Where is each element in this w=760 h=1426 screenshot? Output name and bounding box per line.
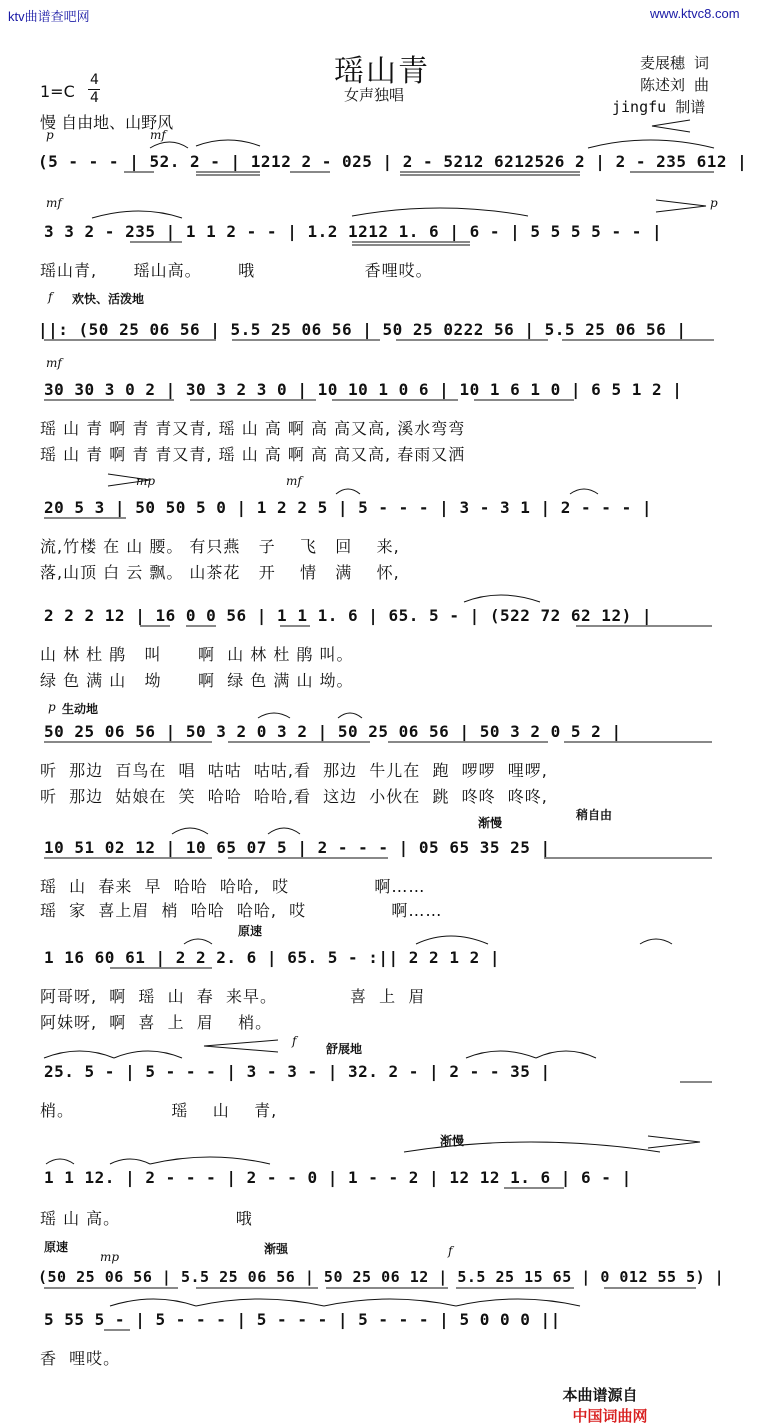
tempo-mark-row-11: 渐慢	[440, 1134, 465, 1148]
notation-row-9: 1 16 60 61 | 2 2 2. 6 | 65. 5 - :|| 2 2 1 2 |	[44, 948, 500, 967]
slur	[570, 489, 598, 494]
slur	[110, 1299, 196, 1306]
slur	[150, 1157, 270, 1164]
lyric-row-7b: 听 那边 姑娘在 笑 哈哈 哈哈,看 这边 小伙在 跳 咚咚 咚咚,	[40, 787, 548, 806]
song-subtitle: 女声独唱	[344, 86, 405, 104]
slur	[196, 1299, 324, 1306]
lyric-row-4b: 瑶 山 青 啊 青 青又青, 瑶 山 高 啊 高 高又高, 春雨又洒	[40, 445, 466, 464]
lyric-row-4a: 瑶 山 青 啊 青 青又青, 瑶 山 高 啊 高 高又高, 溪水弯弯	[40, 419, 466, 438]
slur	[92, 211, 182, 218]
tempo-mark-row-12a: 原速	[44, 1240, 69, 1254]
slur	[588, 140, 714, 148]
dynamic-mp-5: mp	[136, 474, 156, 488]
transcriber-credit: jingfu 制谱	[612, 98, 706, 116]
dynamic-mp-12: mp	[100, 1250, 120, 1264]
lyric-row-2: 瑶山青, 瑶山高。 哦 香哩哎。	[40, 261, 433, 280]
watermark-right[interactable]: www.ktvc8.com	[650, 6, 740, 21]
time-signature-bottom: 4	[90, 90, 99, 106]
slur	[172, 828, 208, 834]
tempo-mark-row-7: 生动地	[62, 702, 99, 716]
key-signature: 1=C	[40, 82, 75, 101]
dynamic-mf-5: mf	[286, 474, 302, 488]
footer-site-link[interactable]: 中国词曲网	[572, 1407, 648, 1425]
composer-credit: 陈述刘 曲	[640, 76, 710, 94]
tempo-mark-row-3: 欢快、活泼地	[72, 292, 145, 306]
lyric-row-10: 梢。 瑶 山 青,	[40, 1101, 278, 1120]
slur	[46, 1159, 74, 1164]
slur	[258, 713, 290, 718]
slur	[336, 489, 360, 494]
tempo-mark-row-8b: 稍自由	[576, 808, 613, 822]
dynamic-p-2: p	[710, 196, 718, 210]
lyric-row-11: 瑶 山 高。 哦	[40, 1209, 253, 1228]
slur	[150, 142, 188, 148]
slur	[268, 828, 300, 834]
watermark-left[interactable]: ktv曲谱查吧网	[8, 9, 90, 24]
dynamic-p-7: p	[48, 700, 56, 714]
lyric-row-9b: 阿妹呀, 啊 喜 上 眉 梢。	[40, 1013, 273, 1032]
notation-row-10: 25. 5 - | 5 - - - | 3 - 3 - | 32. 2 - | 2 - - 35 |	[44, 1062, 551, 1081]
hairpin	[648, 1136, 700, 1148]
lyric-row-6b: 绿 色 满 山 坳 啊 绿 色 满 山 坳。	[40, 671, 354, 690]
lyric-row-6a: 山 林 杜 鹃 叫 啊 山 林 杜 鹃 叫。	[40, 645, 354, 664]
lyricist-credit: 麦展穗 词	[640, 54, 710, 72]
dynamic-mf-4: mf	[46, 356, 62, 370]
dynamic-f-3: f	[48, 290, 53, 304]
lyric-row-9a: 阿哥呀, 啊 瑶 山 春 来早。 喜 上 眉	[40, 987, 426, 1006]
hairpin	[656, 200, 706, 212]
slur	[352, 208, 528, 216]
slur	[338, 713, 362, 718]
tempo-marking: 慢 自由地、山野风	[40, 113, 174, 132]
notation-row-5: 20 5 3 | 50 50 5 0 | 1 2 2 5 | 5 - - - | 3 - 3 1 | 2 - - - |	[44, 498, 652, 517]
slur	[456, 1299, 580, 1306]
slur	[196, 140, 260, 146]
slur	[44, 1051, 114, 1058]
song-title: 瑶山青	[334, 54, 430, 89]
lyric-row-5b: 落,山顶 白 云 飘。 山茶花 开 情 满 怀,	[40, 563, 400, 582]
notation-row-6: 2 2 2 12 | 16 0 0 56 | 1 1 1. 6 | 65. 5 - | (522 72 62 12) |	[44, 606, 652, 625]
notation-row-7: 50 25 06 56 | 50 3 2 0 3 2 | 50 25 06 56 | 50 3 2 0 5 2 |	[44, 722, 622, 741]
hairpin	[652, 120, 690, 132]
notation-row-2: 3 3 2 - 235 | 1 1 2 - - | 1.2 1212 1. 6 | 6 - | 5 5 5 5 - - |	[44, 222, 663, 241]
slur	[324, 1299, 456, 1306]
tempo-mark-row-8a: 渐慢	[478, 816, 503, 830]
tempo-mark-row-12b: 渐强	[264, 1242, 289, 1256]
notation-row-8: 10 51 02 12 | 10 65 07 5 | 2 - - - | 05 65 35 25 |	[44, 838, 551, 857]
notation-row-13: 5 55 5 - | 5 - - - | 5 - - - | 5 - - - | 5 0 0 0 ||	[44, 1310, 561, 1329]
dynamic-f-12: f	[448, 1244, 453, 1258]
footer-source[interactable]	[552, 1366, 647, 1426]
dynamic-p-1: p	[46, 128, 54, 142]
time-signature-top: 4	[90, 72, 99, 88]
hairpin	[204, 1040, 278, 1052]
footer-source-label: 本曲谱源自	[562, 1386, 638, 1404]
tempo-mark-row-9: 原速	[238, 924, 263, 938]
dynamic-f-10: f	[292, 1034, 297, 1048]
dynamic-mf-2: mf	[46, 196, 62, 210]
slur	[536, 1051, 596, 1058]
notation-row-12: (50 25 06 56 | 5.5 25 06 56 | 50 25 06 12 | 5.5 25 15 65 | 0 012 55 5) |	[38, 1268, 725, 1286]
tempo-mark-row-10: 舒展地	[326, 1042, 363, 1056]
notation-row-3: ||: (50 25 06 56 | 5.5 25 06 56 | 50 25 0222 56 | 5.5 25 06 56 |	[38, 320, 687, 339]
notation-row-1: (5 - - - | 52. 2 - | 1212 2 - 025 | 2 - 5212 6212526 2 | 2 - 235 612 |	[38, 152, 748, 171]
lyric-row-7a: 听 那边 百鸟在 唱 咕咕 咕咕,看 那边 牛儿在 跑 啰啰 哩啰,	[40, 761, 548, 780]
slur	[110, 1159, 150, 1164]
slur	[114, 1051, 182, 1058]
lyric-row-13: 香 哩哎。	[40, 1349, 121, 1368]
lyric-row-5a: 流,竹楼 在 山 腰。 有只燕 子 飞 回 来,	[40, 537, 400, 556]
slur	[466, 1051, 536, 1058]
slur	[464, 595, 540, 602]
notation-row-4: 30 30 3 0 2 | 30 3 2 3 0 | 10 10 1 0 6 | 10 1 6 1 0 | 6 5 1 2 |	[44, 380, 683, 399]
lyric-row-8b: 瑶 家 喜上眉 梢 哈哈 哈哈, 哎 啊……	[40, 901, 443, 920]
slur	[184, 939, 212, 944]
notation-row-11: 1 1 12. | 2 - - - | 2 - - 0 | 1 - - 2 | 12 12 1. 6 | 6 - |	[44, 1168, 632, 1187]
slur	[416, 936, 488, 944]
lyric-row-8a: 瑶 山 春来 早 哈哈 哈哈, 哎 啊……	[40, 877, 426, 896]
dynamic-mf-1: mf	[150, 128, 166, 142]
slur	[640, 939, 672, 944]
